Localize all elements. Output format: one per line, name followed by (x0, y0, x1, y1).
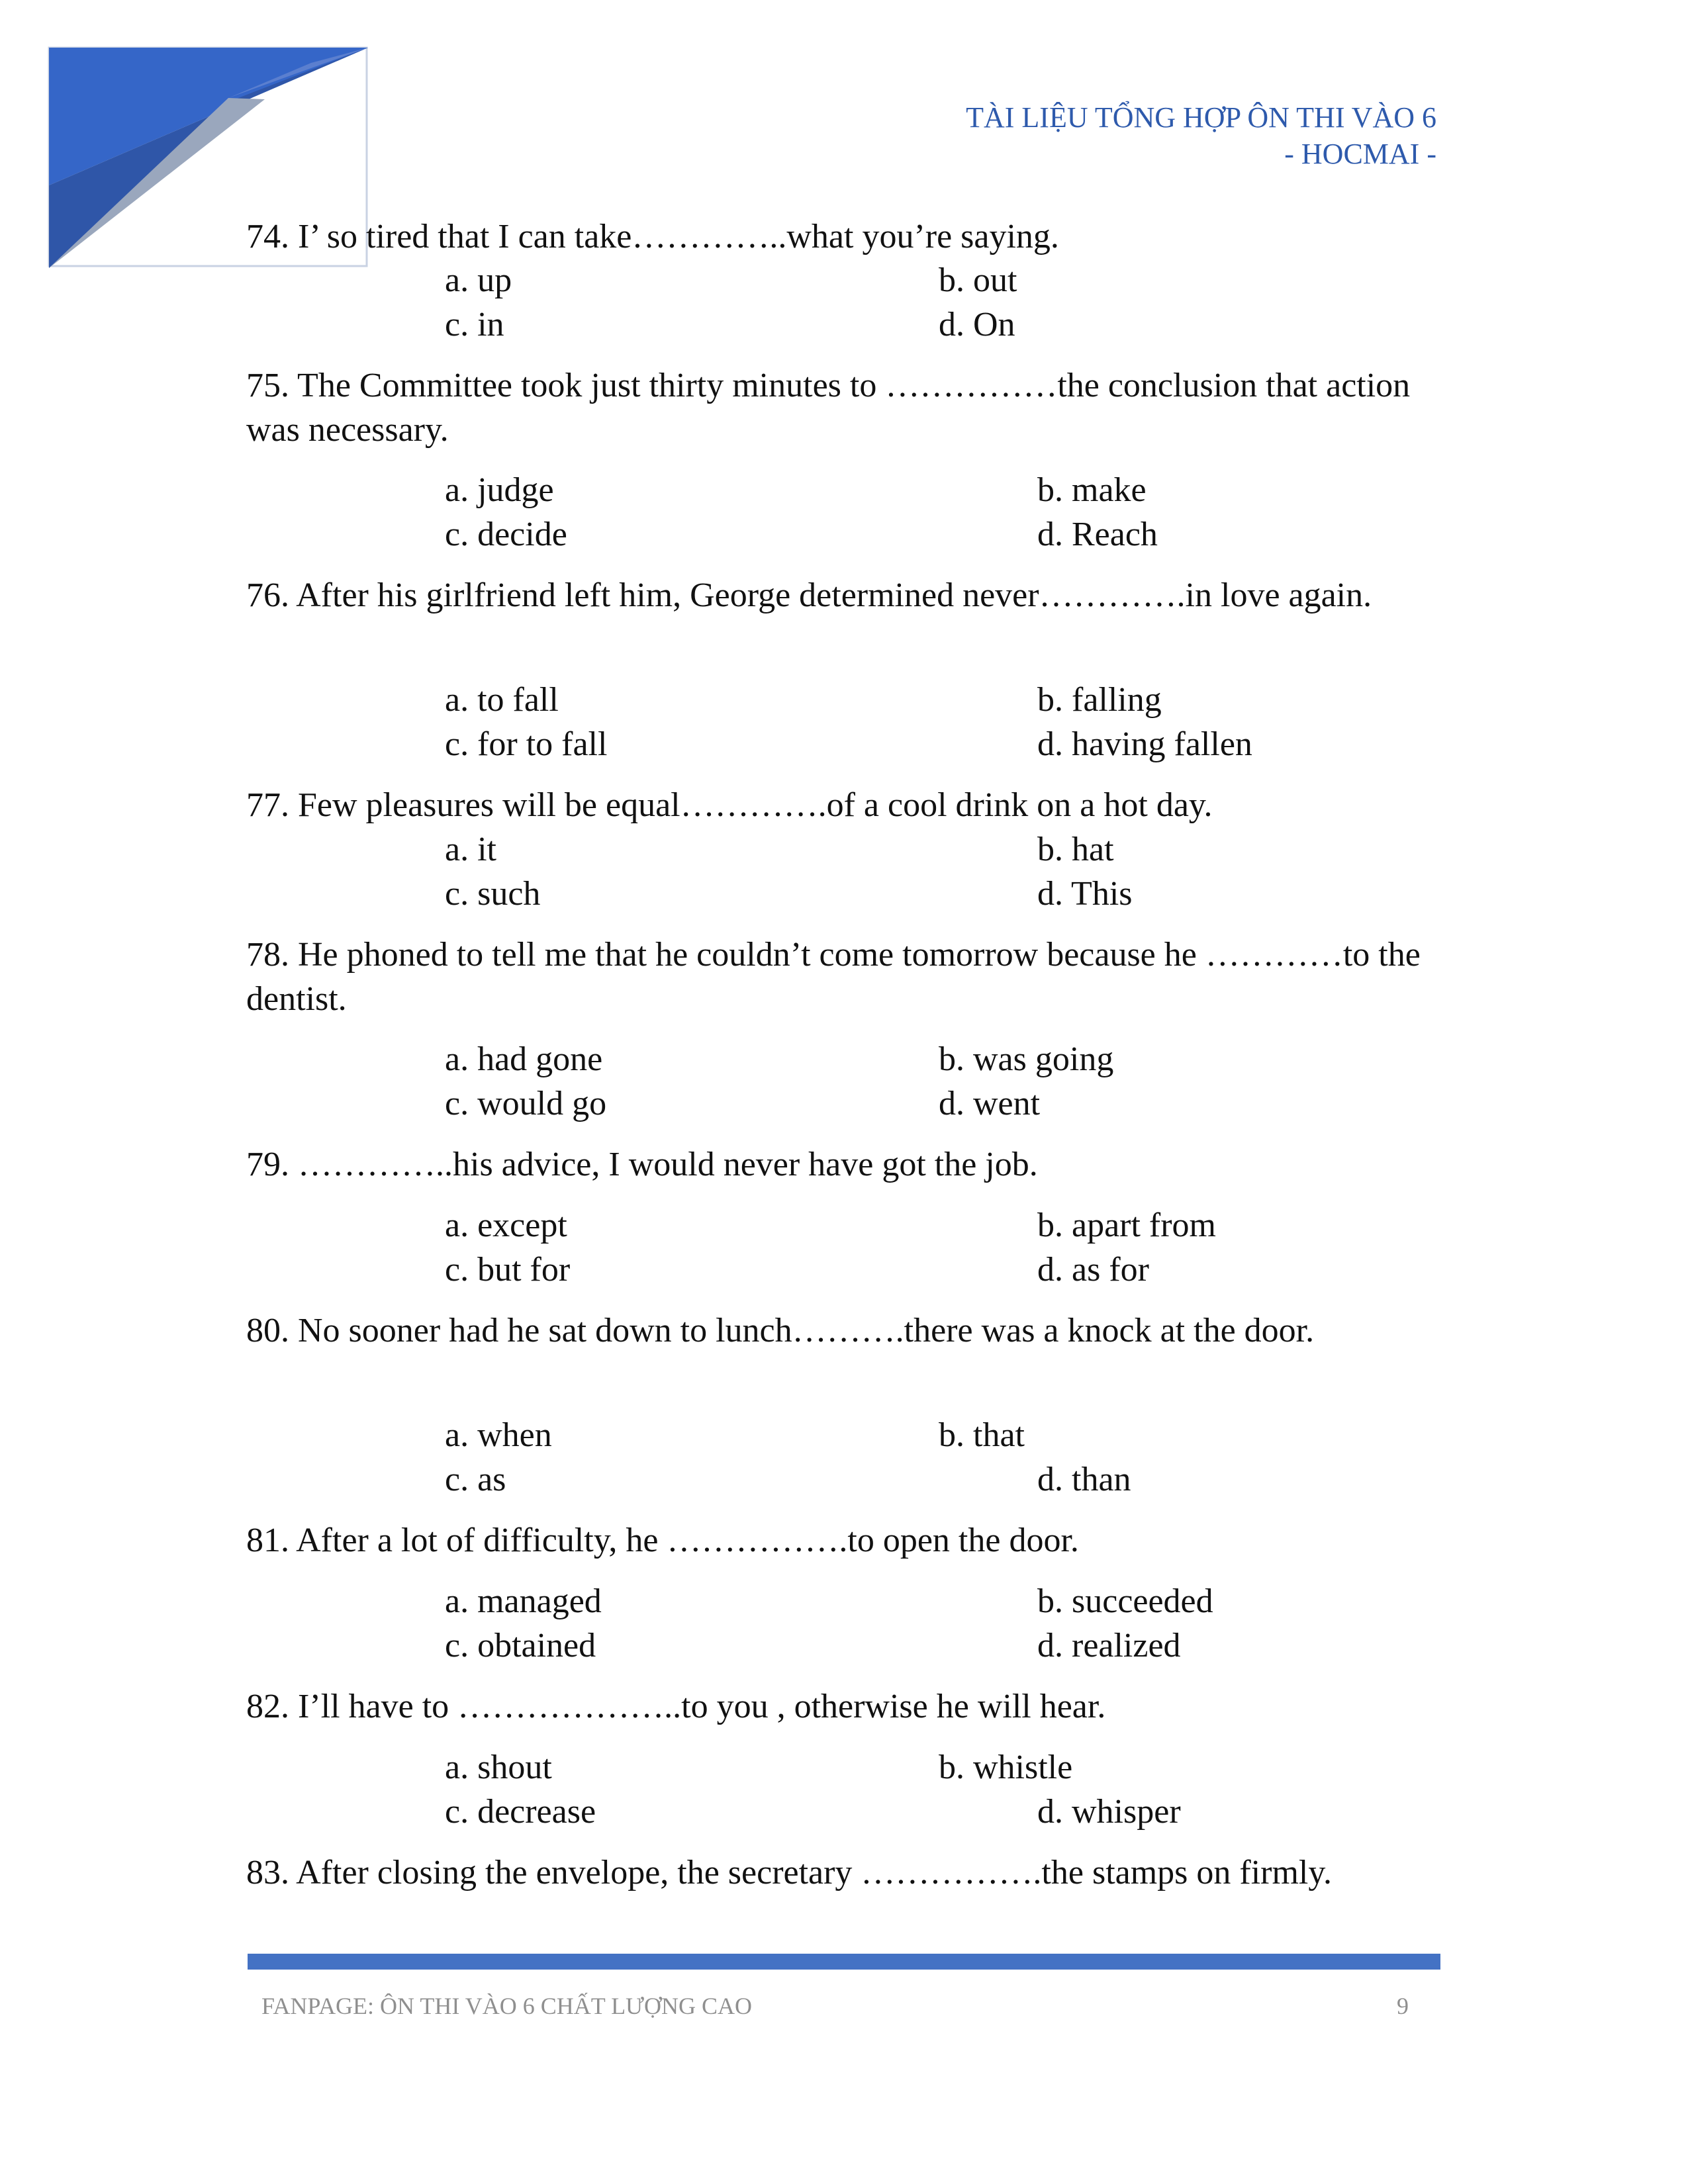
option-b: b. was going (939, 1040, 1114, 1078)
option-c: c. but for (445, 1251, 571, 1289)
option-d: d. realized (1037, 1627, 1181, 1664)
footer-fanpage: FANPAGE: ÔN THI VÀO 6 CHẤT LƯỢNG CAO (261, 1993, 752, 2019)
question-74: 74. I’ so tired that I can take…………..what you’re saying. (246, 218, 1059, 255)
option-d: d. went (939, 1085, 1041, 1122)
option-c: c. decide (445, 516, 567, 553)
option-b: b. hat (1037, 831, 1114, 868)
option-d: d. On (939, 306, 1015, 343)
option-c: c. as (445, 1461, 506, 1498)
option-a: a. it (445, 831, 496, 868)
page-number: 9 (1397, 1993, 1409, 2019)
option-a: a. except (445, 1206, 567, 1244)
option-a: a. managed (445, 1582, 602, 1620)
option-b: b. make (1037, 471, 1147, 509)
option-c: c. obtained (445, 1627, 596, 1664)
option-a: a. had gone (445, 1040, 603, 1078)
option-a: a. to fall (445, 681, 559, 719)
question-80: 80. No sooner had he sat down to lunch……….there was a knock at the door. (246, 1312, 1315, 1349)
option-c: c. decrease (445, 1793, 596, 1831)
question-75: 75. The Committee took just thirty minutes to ……………the conclusion that action was necessary. (246, 367, 1411, 449)
option-a: a. when (445, 1416, 552, 1454)
question-79: 79. …………..his advice, I would never have got the job. (246, 1146, 1038, 1183)
option-b: b. whistle (939, 1749, 1073, 1786)
question-81: 81. After a lot of difficulty, he …………….to open the door. (246, 1522, 1079, 1559)
option-d: d. Reach (1037, 516, 1158, 553)
option-b: b. that (939, 1416, 1025, 1454)
option-c: c. in (445, 306, 504, 343)
option-d: d. than (1037, 1461, 1131, 1498)
question-83: 83. After closing the envelope, the secretary …………….the stamps on firmly. (246, 1854, 1333, 1891)
option-b: b. falling (1037, 681, 1162, 719)
option-a: a. judge (445, 471, 554, 509)
footer-divider (248, 1954, 1440, 1970)
option-d: d. having fallen (1037, 725, 1252, 763)
option-d: d. This (1037, 875, 1133, 913)
option-a: a. shout (445, 1749, 552, 1786)
header-subtitle: - HOCMAI - (1284, 138, 1436, 170)
option-c: c. for to fall (445, 725, 608, 763)
header-title: TÀI LIỆU TỔNG HỢP ÔN THI VÀO 6 (966, 101, 1436, 134)
option-a: a. up (445, 261, 512, 299)
question-78: 78. He phoned to tell me that he couldn’t come tomorrow because he …………to the dentist. (246, 936, 1421, 1018)
question-76: 76. After his girlfriend left him, George determined never………….in love again. (246, 576, 1372, 614)
question-77: 77. Few pleasures will be equal………….of a cool drink on a hot day. (246, 786, 1213, 824)
option-c: c. such (445, 875, 541, 913)
option-b: b. succeeded (1037, 1582, 1213, 1620)
option-b: b. out (939, 261, 1017, 299)
question-82: 82. I’ll have to ………………..to you , otherwise he will hear. (246, 1688, 1106, 1725)
option-d: d. as for (1037, 1251, 1149, 1289)
option-c: c. would go (445, 1085, 607, 1122)
option-d: d. whisper (1037, 1793, 1181, 1831)
option-b: b. apart from (1037, 1206, 1217, 1244)
